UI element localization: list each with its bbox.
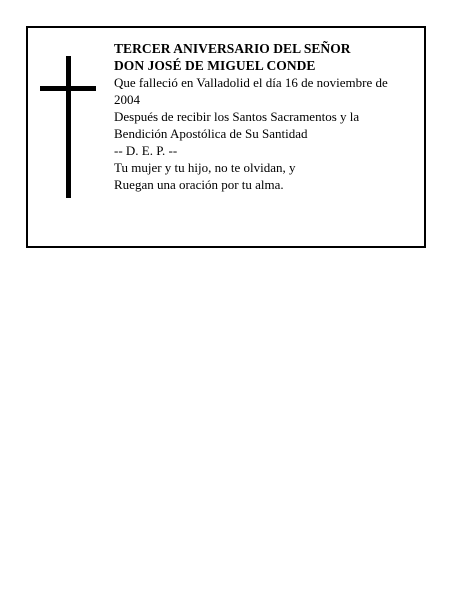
death-statement-line-2: 2004 bbox=[114, 92, 140, 107]
prayer-request: Ruegan una oración por tu alma. bbox=[114, 177, 284, 192]
cross-vertical-bar bbox=[66, 56, 71, 198]
obituary-notice bbox=[26, 26, 426, 248]
sacraments-line-2: Bendición Apostólica de Su Santidad bbox=[114, 126, 308, 141]
family-message: Tu mujer y tu hijo, no te olvidan, y bbox=[114, 160, 296, 175]
rest-in-peace: -- D. E. P. -- bbox=[114, 143, 178, 158]
cross-icon bbox=[40, 56, 96, 198]
cross-horizontal-bar bbox=[40, 86, 96, 91]
anniversary-heading: TERCER ANIVERSARIO DEL SEÑOR bbox=[114, 41, 351, 56]
sacraments-line-1: Después de recibir los Santos Sacramentos y la bbox=[114, 109, 360, 124]
notice-text bbox=[114, 40, 414, 193]
death-statement-line-1: Que falleció en Valladolid el día 16 de noviembre de bbox=[114, 75, 388, 90]
deceased-name: DON JOSÉ DE MIGUEL CONDE bbox=[114, 58, 316, 73]
